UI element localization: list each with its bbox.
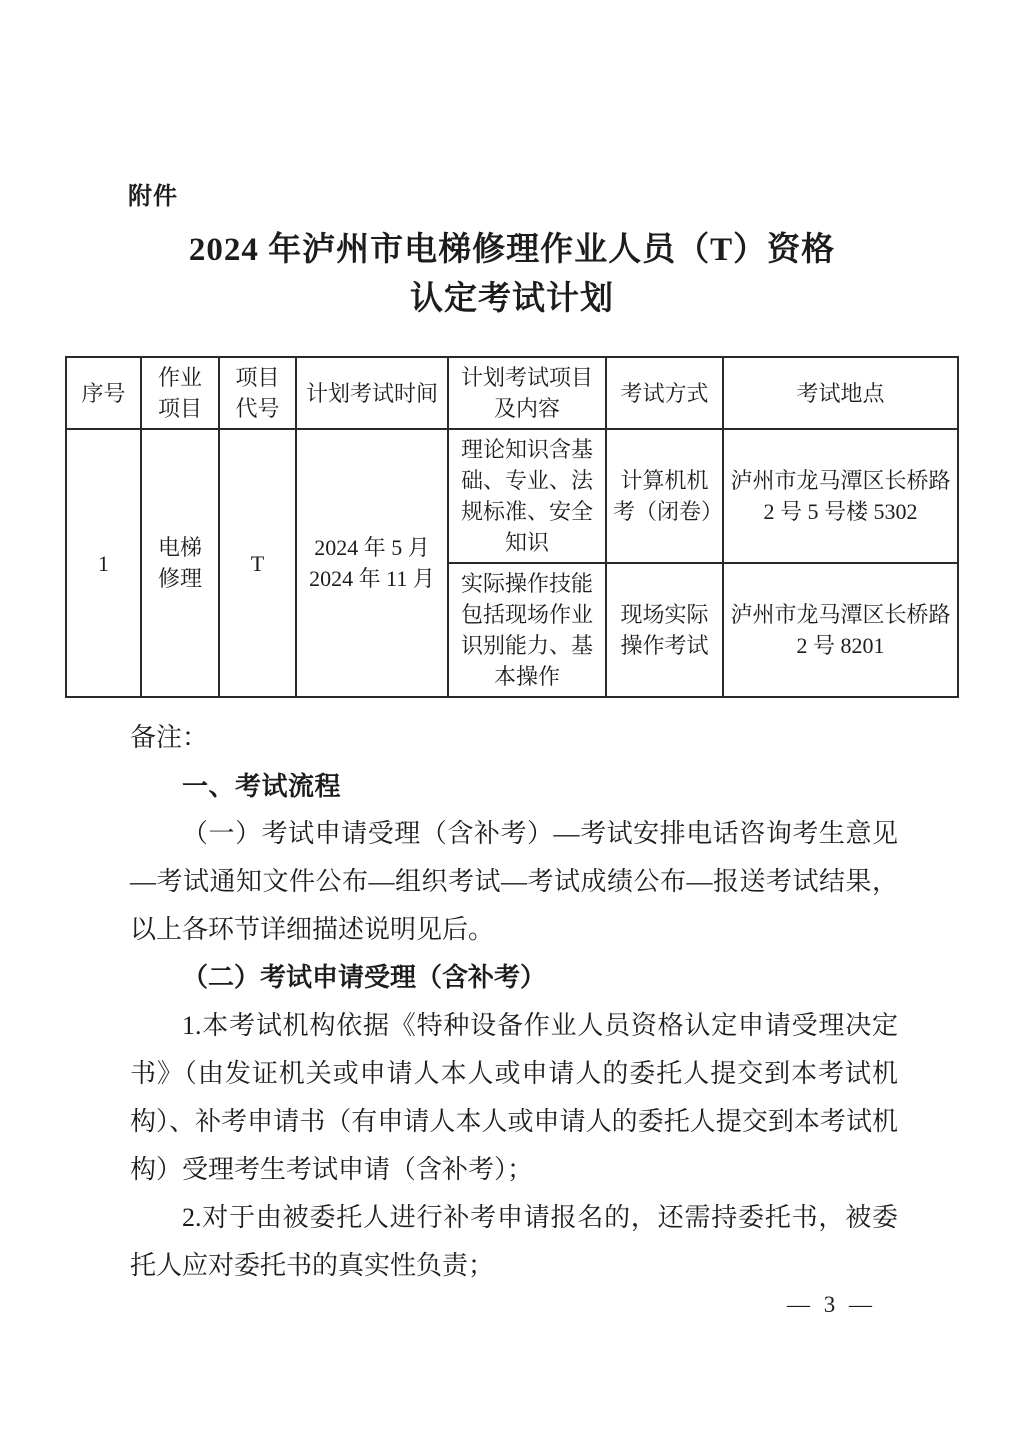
cell-time (296, 429, 448, 697)
cell-method-onsite: 现场实际操作考试 (606, 563, 723, 697)
cell-location-practical: 泸州市龙马潭区长桥路 2 号 8201 (723, 563, 958, 697)
header-job: 作业项目 (141, 357, 219, 429)
cell-code: T (219, 429, 296, 697)
document-title-line1: 2024 年泸州市电梯修理作业人员（T）资格 (188, 232, 836, 268)
header-content: 计划考试项目及内容 (448, 357, 606, 429)
table-header-row (66, 357, 958, 429)
cell-job: 电梯修理 (141, 429, 219, 697)
section2-heading: （二）考试申请受理（含补考） (182, 963, 547, 992)
cell-time-line2: 2024 年 11 月 (309, 566, 435, 591)
paragraph-exam-flow: （一）考试申请受理（含补考）—考试安排电话咨询考生意见—考试通知文件公布—组织考试—考试成绩公布—报送考试结果，以上各环节详细描述说明见后。 (130, 819, 898, 944)
section1-heading: 一、考试流程 (182, 771, 342, 801)
cell-content-theory: 理论知识含基础、专业、法规标准、安全知识 (448, 429, 606, 563)
notes-label: 备注： (130, 723, 209, 752)
table-row (66, 429, 958, 563)
attachment-label: 附件 (128, 183, 178, 210)
header-method: 考试方式 (606, 357, 723, 429)
cell-content-practical: 实际操作技能包括现场作业识别能力、基本操作 (448, 563, 606, 697)
notes-section (130, 714, 898, 1290)
header-time: 计划考试时间 (296, 357, 448, 429)
page-number: — 3 — (787, 1292, 876, 1317)
document-title (0, 226, 1024, 324)
document-title-line2: 认定考试计划 (410, 281, 614, 317)
exam-plan-table (65, 356, 959, 698)
header-location: 考试地点 (723, 357, 958, 429)
cell-time-line1: 2024 年 5 月 (314, 535, 430, 560)
cell-location-theory: 泸州市龙马潭区长桥路 2 号 5 号楼 5302 (723, 429, 958, 563)
cell-seq: 1 (66, 429, 141, 697)
paragraph-application-1: 1.本考试机构依据《特种设备作业人员资格认定申请受理决定书》（由发证机关或申请人本人或申请人的委托人提交到本考试机构）、补考申请书（有申请人本人或申请人的委托人提交到本考试机构）受理考生考试申请（含补考）； (130, 1011, 898, 1184)
header-code: 项目代号 (219, 357, 296, 429)
cell-method-computer: 计算机机考（闭卷） (606, 429, 723, 563)
header-seq: 序号 (66, 357, 141, 429)
paragraph-application-2: 2.对于由被委托人进行补考申请报名的，还需持委托书，被委托人应对委托书的真实性负责； (130, 1203, 898, 1280)
